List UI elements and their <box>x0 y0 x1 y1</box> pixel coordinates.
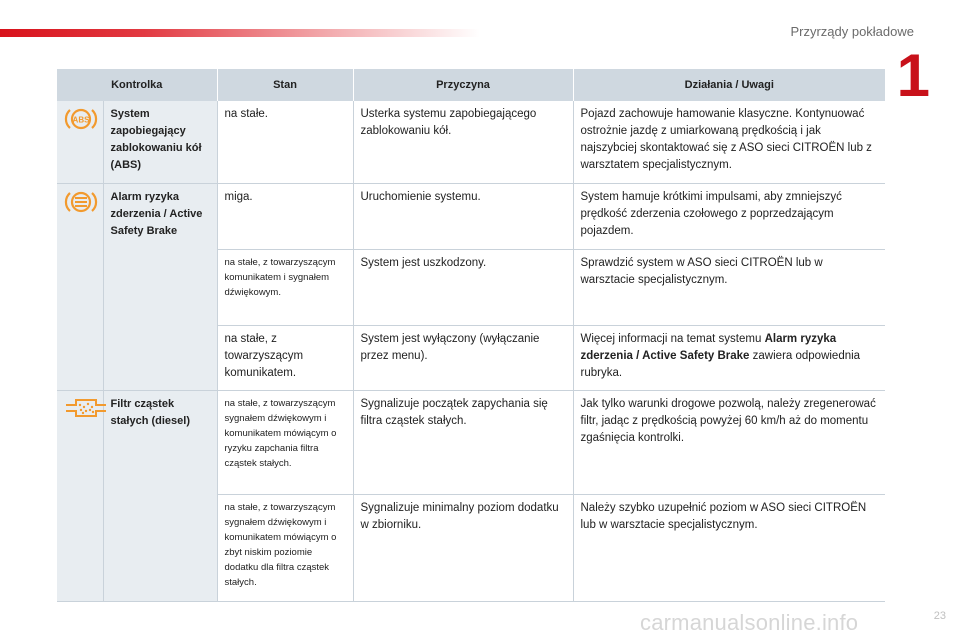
column-header-action: Działania / Uwagi <box>573 69 885 101</box>
cause-text: Sygnalizuje minimalny poziom dodatku w zbiorniku. <box>353 494 573 601</box>
column-header-cause: Przyczyna <box>353 69 573 101</box>
action-text: System hamuje krótkimi impulsami, aby zmniejszyć prędkość zderzenia czołowego z poprzedzającym pojazdem. <box>573 183 885 249</box>
indicator-icon-cell <box>57 390 103 601</box>
column-header-state: Stan <box>217 69 353 101</box>
state-text: na stałe, z towarzyszącym sygnałem dźwiękowym i komunikatem mówiącym o ryzyku zapchania filtra cząstek stałych. <box>217 390 353 494</box>
table-row <box>57 390 885 494</box>
action-text <box>573 325 885 390</box>
indicator-icon-cell <box>57 101 103 183</box>
header-red-bar <box>0 29 480 37</box>
cause-text: Usterka systemu zapobiegającego zablokowaniu kół. <box>353 101 573 183</box>
state-text: miga. <box>217 183 353 249</box>
state-text: na stałe. <box>217 101 353 183</box>
svg-text:ABS: ABS <box>72 115 90 125</box>
state-text: na stałe, z towarzyszącym sygnałem dźwiękowym i komunikatem mówiącym o zbyt niskim poziomie dodatku dla filtra cząstek stałych. <box>217 494 353 601</box>
particle-filter-icon <box>64 396 108 426</box>
indicator-icon-cell <box>57 183 103 390</box>
page-number: 23 <box>933 610 946 622</box>
section-title: Przyrządy pokładowe <box>790 24 914 39</box>
chapter-number: 1 <box>896 42 930 109</box>
abs-warning-icon <box>64 106 98 138</box>
action-text: Jak tylko warunki drogowe pozwolą, należy zregenerować filtr, jadąc z prędkością powyżej 60 km/h aż do momentu zgaśnięcia kontrolki. <box>573 390 885 494</box>
indicator-name: Filtr cząstek stałych (diesel) <box>103 390 217 601</box>
action-text-part: Więcej informacji na temat systemu <box>580 332 765 345</box>
indicator-name: Alarm ryzyka zderzenia / Active Safety Brake <box>103 183 217 390</box>
table-header-row <box>57 69 885 101</box>
table-row <box>57 183 885 249</box>
table-row <box>57 101 885 183</box>
indicator-name: System zapobiegający zablokowaniu kół (ABS) <box>103 101 217 183</box>
cause-text: System jest wyłączony (wyłączanie przez menu). <box>353 325 573 390</box>
watermark: carmanualsonline.info <box>640 610 859 635</box>
column-header-indicator: Kontrolka <box>57 69 217 101</box>
cause-text: Sygnalizuje początek zapychania się filtra cząstek stałych. <box>353 390 573 494</box>
action-text-highlight: Alarm ryzyka zderzenia / Active Safety Brake <box>580 332 837 362</box>
action-text: Sprawdzić system w ASO sieci CITROËN lub w warsztacie specjalistycznym. <box>573 249 885 325</box>
state-text: na stałe, z towarzyszącym komunikatem. <box>217 325 353 390</box>
cause-text: System jest uszkodzony. <box>353 249 573 325</box>
warning-lights-table <box>57 69 885 602</box>
action-text-part: zawiera odpowiednia rubryka. <box>580 349 861 379</box>
action-text: Należy szybko uzupełnić poziom w ASO sieci CITROËN lub w warsztacie specjalistycznym. <box>573 494 885 601</box>
action-text: Pojazd zachowuje hamowanie klasyczne. Kontynuować ostrożnie jazdę z umiarkowaną prędkością i jak najszybciej skontaktować się z ASO sieci CITROËN lub z warsztatem specjalistycznym. <box>573 101 885 183</box>
cause-text: Uruchomienie systemu. <box>353 183 573 249</box>
collision-risk-alert-icon <box>64 189 98 221</box>
state-text: na stałe, z towarzyszącym komunikatem i sygnałem dźwiękowym. <box>217 249 353 325</box>
